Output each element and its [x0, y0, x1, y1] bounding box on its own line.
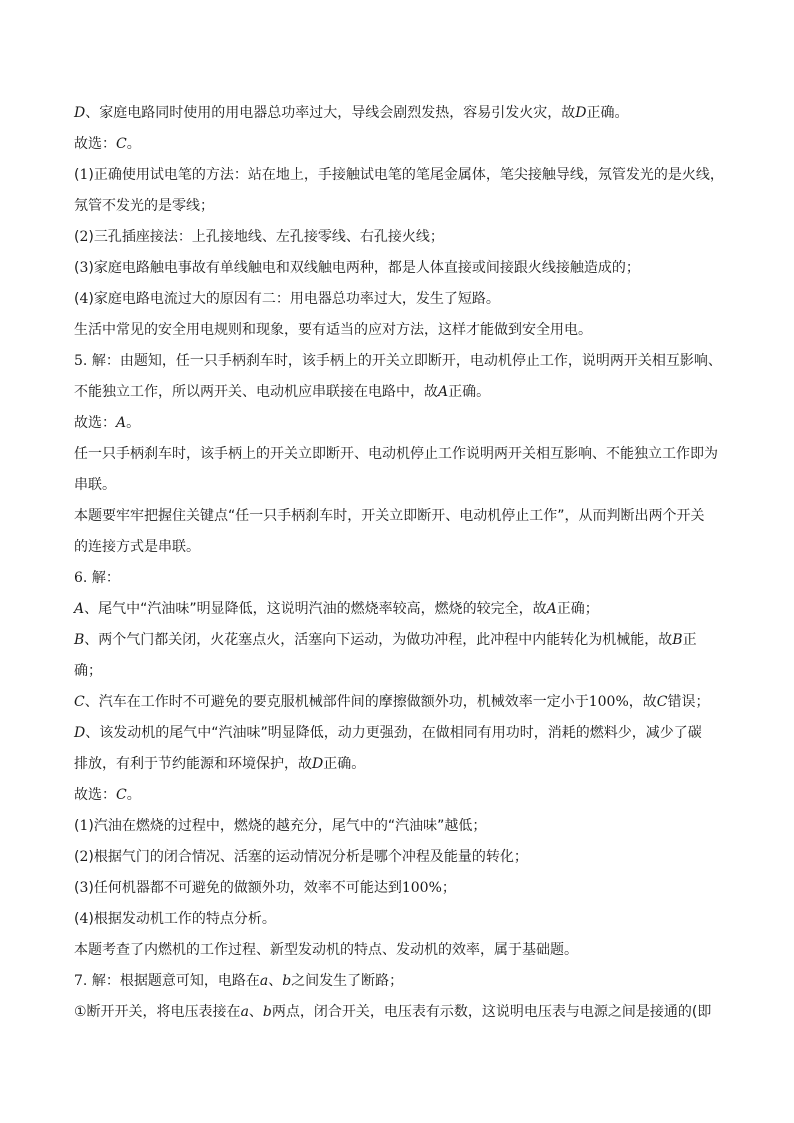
- text-line: B、两个气门都关闭，火花塞点火，活塞向下运动，为做功冲程，此冲程中内能转化为机械能，故B正: [74, 632, 697, 648]
- text-line: 任一只手柄刹车时，该手柄上的开关立即断开、电动机停止工作说明两开关相互影响、不能独立工作即为: [74, 446, 718, 462]
- text-line: 7. 解：根据题意可知，电路在a、b之间发生了断路；: [74, 973, 404, 989]
- text-line: 确；: [74, 663, 102, 679]
- text-line: D、该发动机的尾气中“汽油味”明显降低，动力更强劲，在做相同有用功时，消耗的燃料少，减少了碳: [74, 725, 702, 741]
- text-line: 生活中常见的安全用电规则和现象，要有适当的应对方法，这样才能做到安全用电。: [74, 322, 592, 338]
- text-line: (1)正确使用试电笔的方法：站在地上，手接触试电笔的笔尾金属体，笔尖接触导线，氖管发光的是火线，: [74, 167, 724, 183]
- text-line: 故选：C。: [74, 136, 141, 152]
- text-line: (1)汽油在燃烧的过程中，燃烧的越充分，尾气中的“汽油味”越低；: [74, 818, 487, 834]
- text-line: (4)家庭电路电流过大的原因有二：用电器总功率过大，发生了短路。: [74, 291, 500, 307]
- text-line: 5. 解：由题知，任一只手柄刹车时，该手柄上的开关立即断开，电动机停止工作，说明两开关相互影响、: [74, 353, 722, 369]
- text-line: 本题要牢牢把握住关键点“任一只手柄刹车时，开关立即断开、电动机停止工作”，从而判断出两个开关: [74, 508, 705, 524]
- text-line: D、家庭电路同时使用的用电器总功率过大，导线会剧烈发热，容易引发火灾，故D正确。: [74, 105, 629, 121]
- text-line: (4)根据发动机工作的特点分析。: [74, 911, 276, 927]
- text-line: (2)根据气门的闭合情况、活塞的运动情况分析是哪个冲程及能量的转化；: [74, 849, 528, 865]
- text-line: 故选：A。: [74, 415, 141, 431]
- text-line: (3)家庭电路触电事故有单线触电和双线触电两种，都是人体直接或间接跟火线接触造成的；: [74, 260, 640, 276]
- text-line: 氖管不发光的是零线；: [74, 198, 214, 214]
- text-line: 6. 解：: [74, 570, 120, 586]
- text-line: (2)三孔插座接法：上孔接地线、左孔接零线、右孔接火线；: [74, 229, 444, 245]
- text-line: 的连接方式是串联。: [74, 539, 200, 555]
- text-line: ①断开开关，将电压表接在a、b两点，闭合开关，电压表有示数，这说明电压表与电源之间是接通的(即: [74, 1004, 712, 1020]
- text-line: 串联。: [74, 477, 116, 493]
- text-line: C、汽车在工作时不可避免的要克服机械部件间的摩擦做额外功，机械效率一定小于100%，故C错误；: [74, 694, 710, 710]
- text-line: 本题考查了内燃机的工作过程、新型发动机的特点、发动机的效率，属于基础题。: [74, 942, 578, 958]
- text-line: 排放，有利于节约能源和环境保护，故D正确。: [74, 756, 366, 772]
- text-line: (3)任何机器都不可避免的做额外功，效率不可能达到100%；: [74, 880, 456, 896]
- text-line: 故选：C。: [74, 787, 141, 803]
- text-line: 不能独立工作，所以两开关、电动机应串联接在电路中，故A正确。: [74, 384, 491, 400]
- text-line: A、尾气中“汽油味”明显降低，这说明汽油的燃烧率较高，燃烧的较完全，故A正确；: [74, 601, 599, 617]
